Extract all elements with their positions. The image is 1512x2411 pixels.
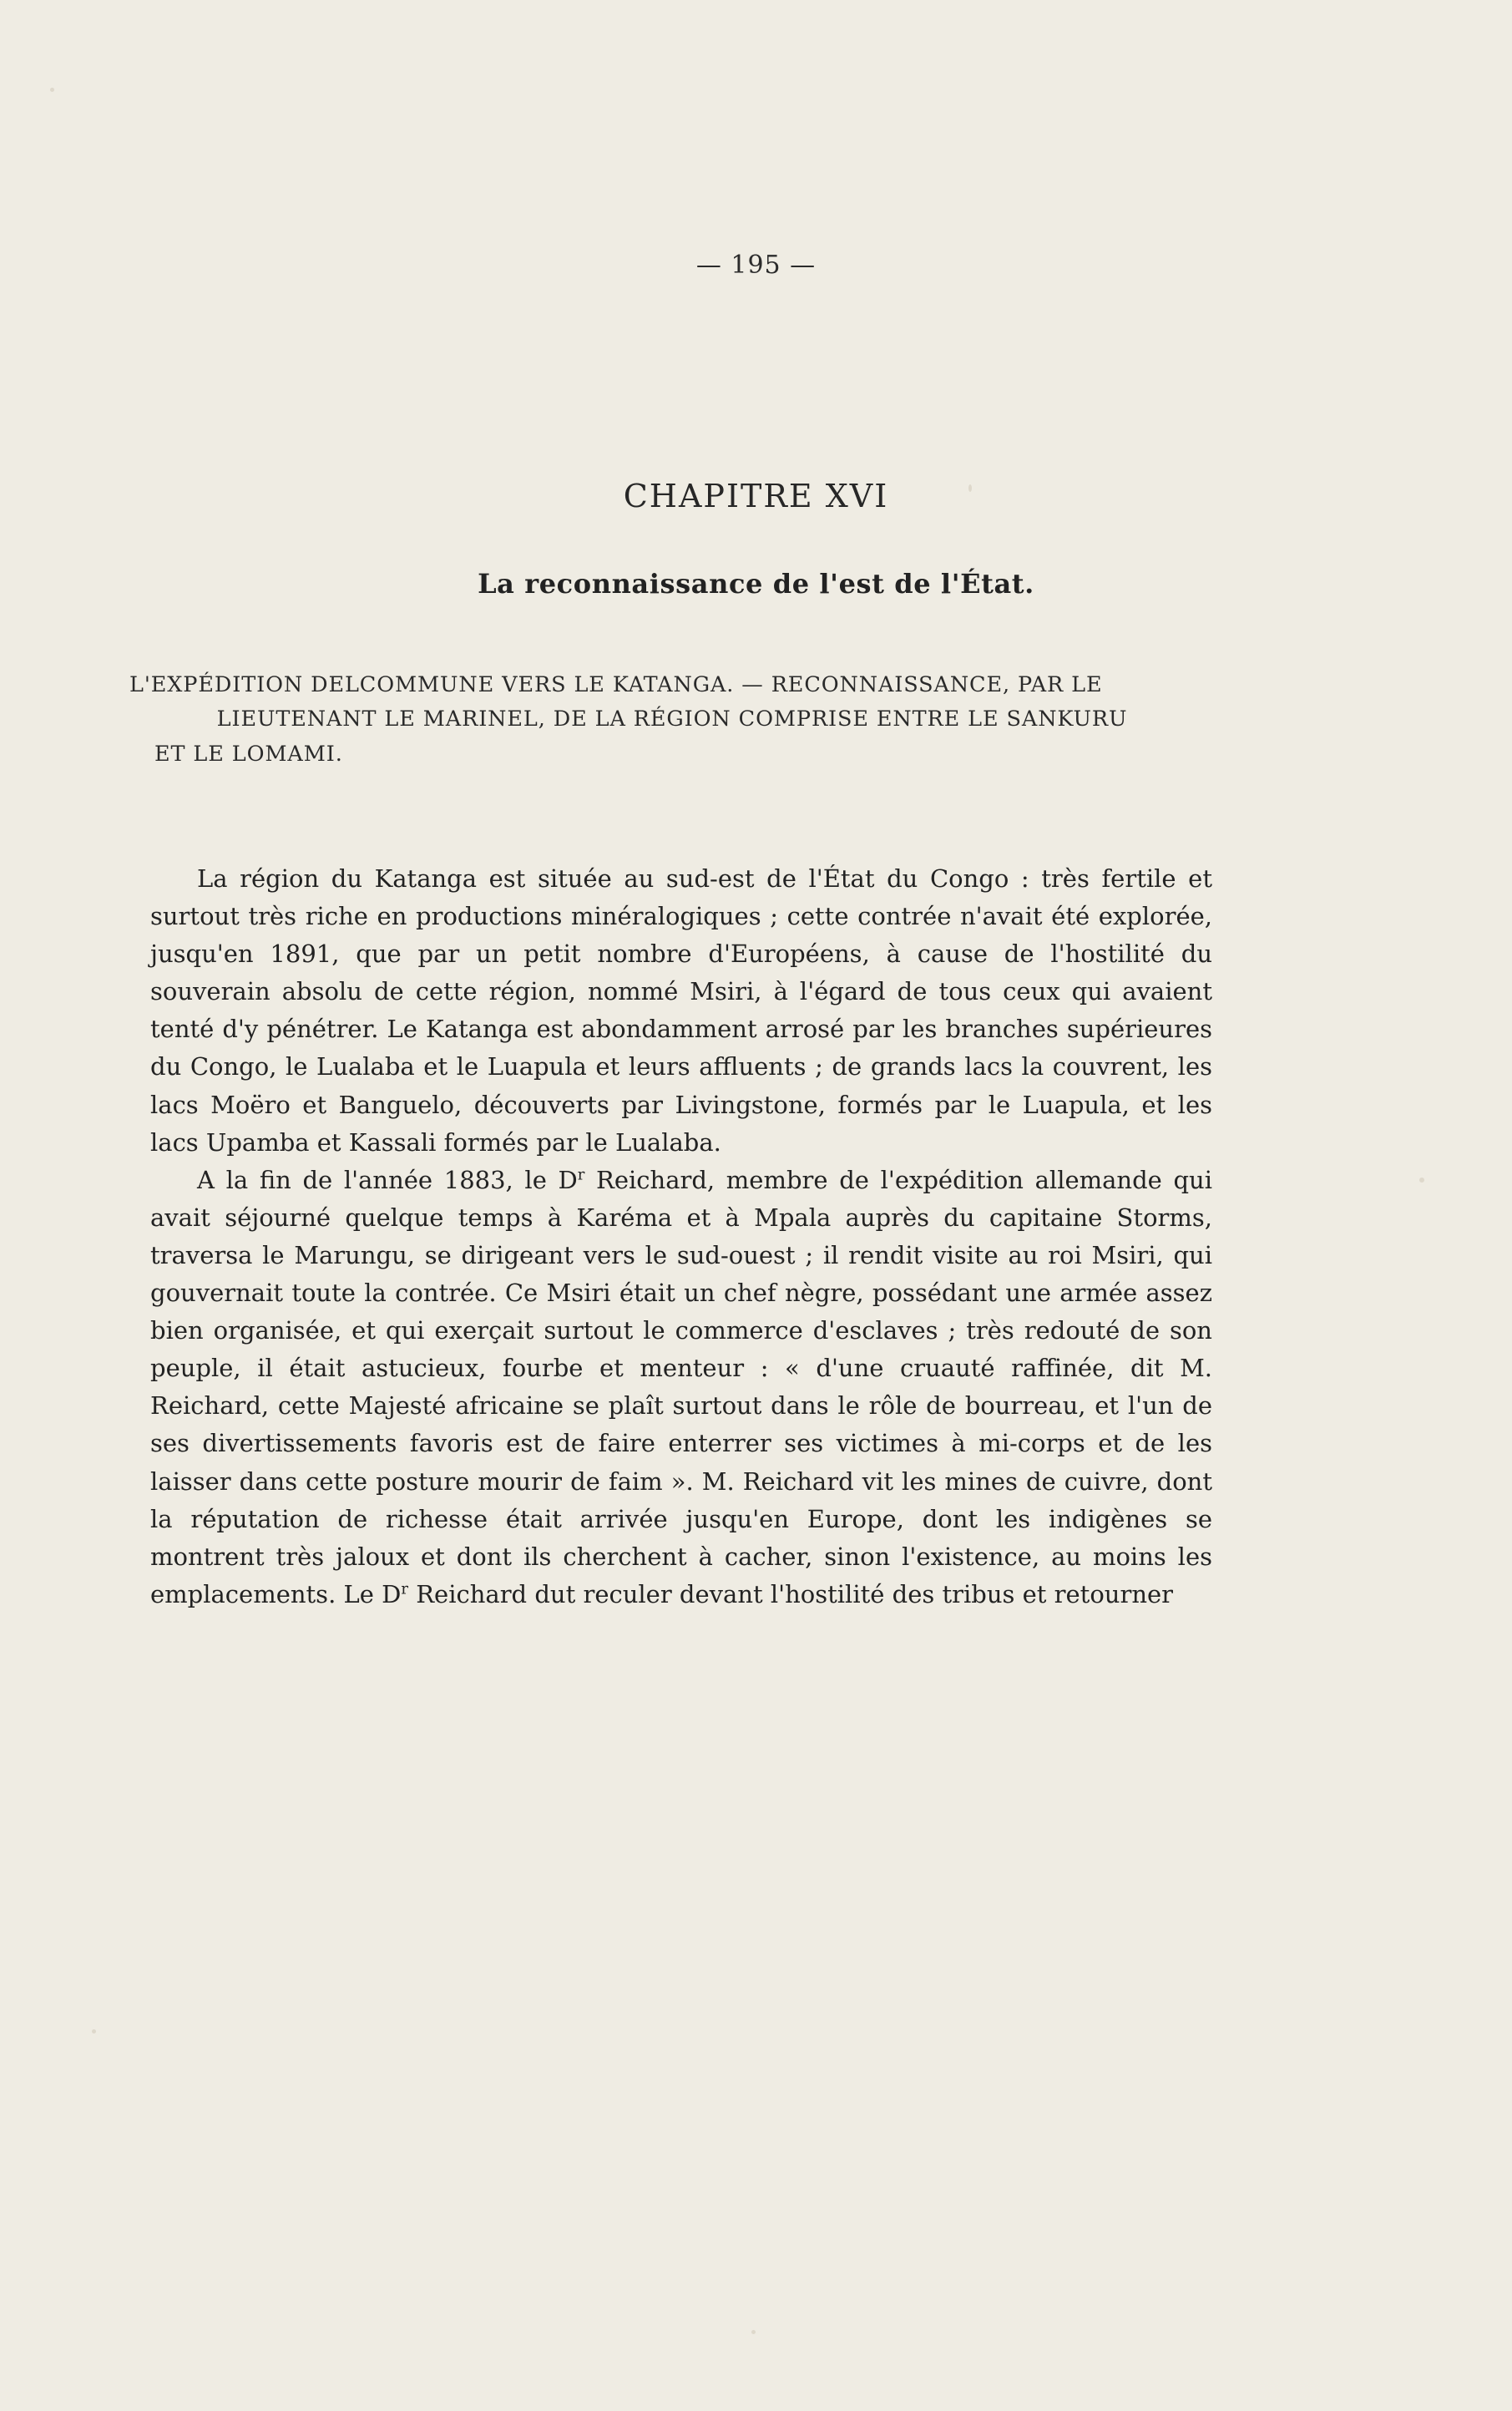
body-text [150, 860, 1212, 1613]
paper-speckle [968, 484, 972, 492]
summary-line-2: LIEUTENANT LE MARINEL, DE LA RÉGION COMPRISE ENTRE LE SANKURU [216, 707, 1128, 732]
paragraph-2-part2: Reichard, membre de l'expédition allemande qui avait séjourné quelque temps à Karéma et à Mpala auprès du capitaine Storms, traversa le Marungu, se dirigeant vers le sud-ouest ; il rendit visite au roi Msiri, qui gouvernait toute la contrée. Ce Msiri était un chef nègre, possédant une armée assez bien organisée, et qui exerçait surtout le commerce d'esclaves ; très redouté de son peuple, il était astucieux, fourbe et menteur : « d'une cruauté raffinée, dit M. Reichard, cette Majesté africaine se plaît surtout dans le rôle de bourreau, et l'un de ses divertissements favoris est de faire enterrer ses victimes à mi-corps et de les laisser dans cette posture mourir de faim ». M. Reichard vit les mines de cuivre, dont la réputation de richesse était arrivée jusqu'en Europe, dont les indigènes se montrent très jaloux et dont ils cherchent à cacher, sinon l'existence, au moins les emplacements. Le D [150, 1165, 1212, 1608]
chapter-subtitle: La reconnaissance de l'est de l'État. [478, 568, 1034, 600]
doctor-abbrev-superscript: r [577, 1166, 585, 1184]
paragraph-2-part3: Reichard dut reculer devant l'hostilité des tribus et retourner [408, 1579, 1174, 1608]
paper-speckle [751, 2330, 756, 2334]
paragraph-2-part1: A la fin de l'année 1883, le D [197, 1165, 578, 1194]
summary-line-3: ET LE LOMAMI. [154, 741, 343, 767]
doctor-abbrev-superscript-2: r [401, 1580, 408, 1598]
paragraph-1: La région du Katanga est située au sud-est de l'État du Congo : très fertile et surtout très riche en productions minéralogiques ; cette contrée n'avait été explorée, jusqu'en 1891, que par un petit nombre d'Européens, à cause de l'hostilité du souverain absolu de cette région, nommé Msiri, à l'égard de tous ceux qui avaient tenté d'y pénétrer. Le Katanga est abondamment arrosé par les branches supérieures du Congo, le Lualaba et le Luapula et leurs affluents ; de grands lacs la couvrent, les lacs Moëro et Banguelo, découverts par Livingstone, formés par le Luapula, et les lacs Upamba et Kassali formés par le Lualaba. [150, 864, 1212, 1157]
paper-speckle [1419, 1178, 1424, 1183]
summary-line-1: L'EXPÉDITION DELCOMMUNE VERS LE KATANGA. — RECONNAISSANCE, PAR LE [129, 672, 1103, 697]
paper-speckle [92, 2029, 96, 2034]
page-number: — 195 — [695, 251, 817, 280]
chapter-summary [129, 668, 1215, 772]
paragraph-2 [150, 1162, 1212, 1613]
chapter-title: CHAPITRE XVI [623, 478, 889, 514]
paper-speckle [50, 88, 54, 92]
